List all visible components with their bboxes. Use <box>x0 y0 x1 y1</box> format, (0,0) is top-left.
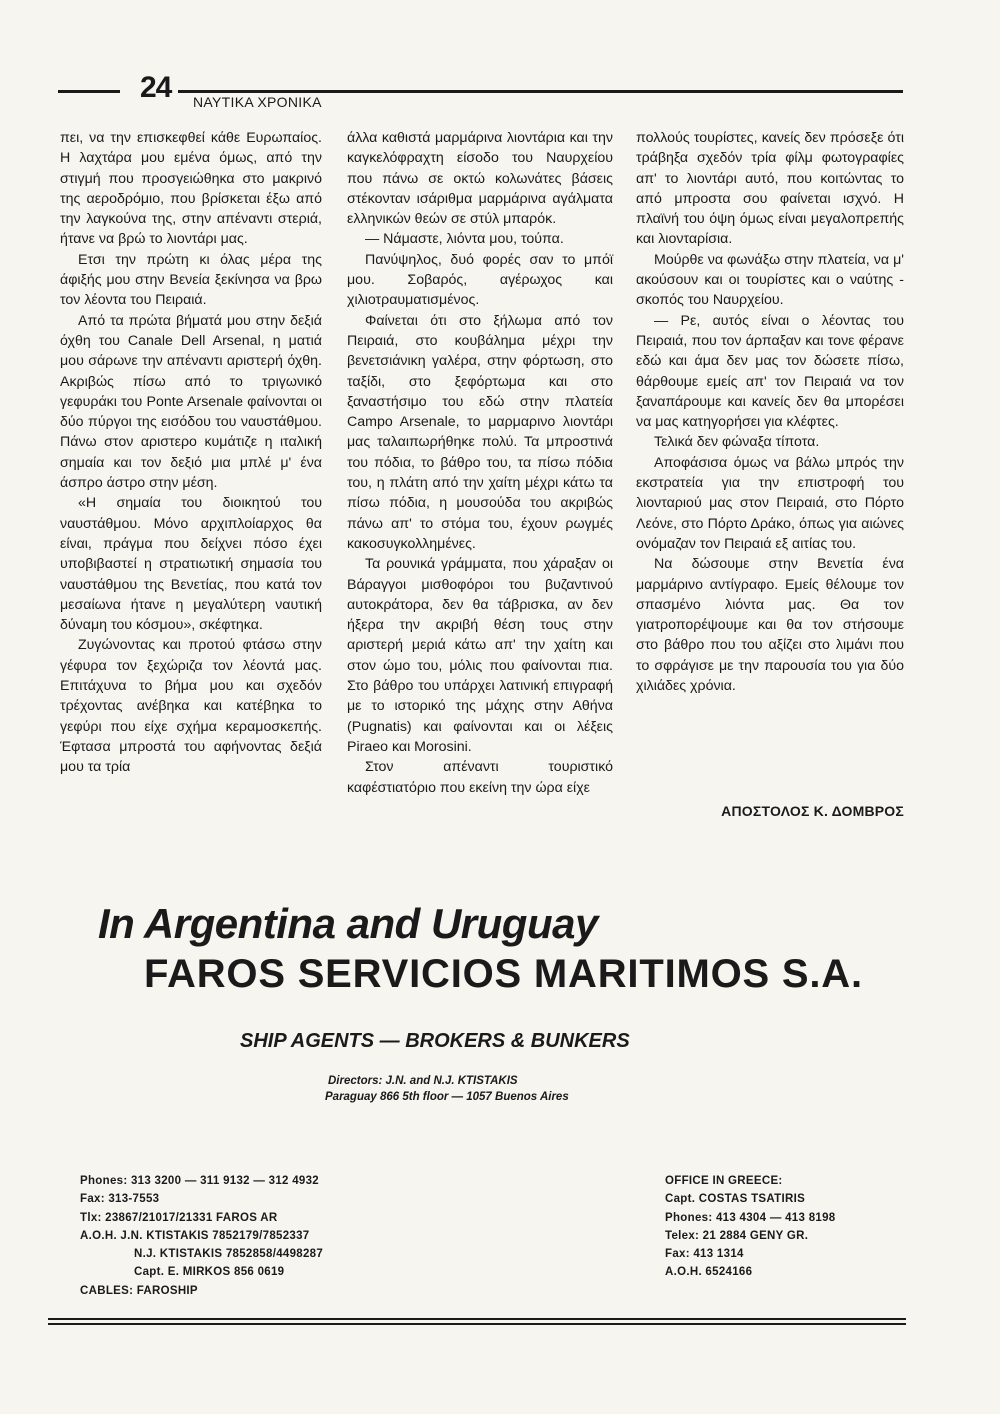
captain-line: Capt. COSTAS TSATIRIS <box>665 1193 806 1206</box>
paragraph: — Ρε, αυτός είναι ο λέοντας του Πειραιά, που τον άρπαξαν και τονε φέρανε εδώ και άμα δεν μας τον δώσετε πίσω, θάρθουμε εμείς απ' τον Πειραιά να τον ξαναπάρουμε και κανείς δεν θα μπορέσει να μας κατηγορήσει για κλέφτες. <box>636 312 904 431</box>
article-column-1 <box>60 128 322 778</box>
paragraph: Ζυγώνοντας και προτού φτάσω στην γέφυρα τον ξεχώριζα τον λέοντά μας. Επιτάχυνα το βήμα μου και σχεδόν τρέχοντας ανέβηκα και κατέβηκα το γεφύρι που είχε σχήμα κεραμοσκεπής. Έφτασα μπροστά του αφήνοντας δεξιά μου τα τρία <box>60 637 322 776</box>
article-column-2 <box>347 128 613 798</box>
paragraph: Μούρθε να φωνάξω στην πλατεία, να μ' ακούσουν και οι τουρίστες και ο ναύτης - σκοπός του Ναυρχείου. <box>636 251 904 309</box>
fax-line: Fax: 413 1314 <box>665 1248 744 1261</box>
paragraph: άλλα καθιστά μαρμάρινα λιοντάρια και την καγκελόφραχτη είσοδο του Ναυρχείου που πάνω σε οκτώ κολωνάτες βάσεις στέκονταν ισάριθμα μαρμάρινα αγάλματα ελληνικών θεών σε στύλ μπαρόκ. <box>347 130 613 228</box>
telex-line: Telex: 21 2884 GENY GR. <box>665 1229 809 1242</box>
paragraph: Πανύψηλος, δυό φορές σαν το μπόϊ μου. Σοβαρός, αγέρωχος και χιλιοτραυματισμένος. <box>347 251 613 309</box>
paragraph: Ετσι την πρώτη κι όλας μέρα της άφιξής μου στην Βενεία ξεκίνησα να βρω τον λέοντα του Πειραιά. <box>60 251 322 309</box>
author-signature: ΑΠΟΣΤΟΛΟΣ Κ. ΔΟΜΒΡΟΣ <box>721 803 904 819</box>
paragraph: Φαίνεται ότι στο ξήλωμα από τον Πειραιά, στο κουβάλημα μέχρι την βενετσιάνικη γαλέρα, στην φόρτωση, στο ταξίδι, στο ξεφόρτωμα και στο ξαναστήσιμο του εδώ στην πλατεία Campo Arsenale, το μαρμαρινο λιοντάρι μας ταλαιπωρήθηκε πολύ. Τα μπροστινά του πόδια, το βάθρο του, τα πίσω πόδια του, η πλάτη από την χαίτη μέχρι κάτω τα πίσω πόδια, η μουσούδα του ακριβώς πάνω απ' το στόμα του, έχουν ρωγμές κακοσυγκολλημένες. <box>347 312 613 552</box>
aoh-line: A.O.H. 6524166 <box>665 1266 753 1279</box>
phones-line: Phones: 413 4304 — 413 8198 <box>665 1211 836 1224</box>
publication-title: ΝΑΥΤΙΚΑ ΧΡΟΝΙΚΑ <box>193 94 322 110</box>
fax-line: Fax: 313-7553 <box>80 1193 160 1206</box>
bottom-rule <box>48 1323 906 1325</box>
cables-line: CABLES: FAROSHIP <box>80 1284 198 1297</box>
paragraph: Να δώσουμε στην Βενετία ένα μαρμάρινο αντίγραφο. Εμείς θέλουμε τον σπασμένο λιόντα μας. Θα τον γιατροπορέψουμε και θα τον στήσουμε στο βάθρο που του αξίζει στο λιμάνι που το σφράγισε με την παρουσία του για δύο χιλιάδες χρόνια. <box>636 556 904 695</box>
paragraph: πει, να την επισκεφθεί κάθε Ευρωπαίος. Η λαχτάρα μου εμένα όμως, από την στιγμή που προσγειώθηκα στο μακρινό της αεροδρόμιο, που βρίσκεται έξω από την λαγκούνα της, στην απέναντι στεριά, ήτανε να βρώ το λιοντάρι μας. <box>60 130 322 248</box>
paragraph: Τελικά δεν φώναξα τίποτα. <box>654 434 820 451</box>
ad-headline: In Argentina and Uruguay <box>98 900 598 947</box>
header-rule <box>58 90 120 93</box>
paragraph: — Νάμαστε, λιόντα μου, τούπα. <box>365 231 564 248</box>
aoh-line: A.O.H. J.N. KTISTAKIS 7852179/7852337 <box>80 1229 310 1242</box>
header-rule <box>178 90 903 93</box>
phones-line: Phones: 313 3200 — 311 9132 — 312 4932 <box>80 1175 320 1187</box>
paragraph: «Η σημαία του διοικητού του ναυστάθμου. Μόνο αρχιπλοίαρχος θα είναι, πράγμα που δείχνει πόσο έχει υποβιβαστεί η στρατιωτική σημασία του ναυστάθμου της Βενετίας, που κατά τον μεσαίωνα ήτανε η μεγαλύτερη ναυτική δύναμη του κόσμου», σκέφτηκα. <box>60 495 322 634</box>
ad-contacts-greece <box>665 1172 835 1282</box>
paragraph: Από τα πρώτα βήματά μου στην δεξιά όχθη του Canale Dell Arsenal, η ματιά μου σάρωνε την απέναντι αριστερή όχθη. Ακριβώς πίσω από το τριγωνικό γεφυράκι του Ponte Arsenale φαίνονται οι δύο πύργοι της εισόδου του ναυστάθμου. Πάνω στον αριστερο κυμάτιζε η ιταλική σημαία και τον δεξιό μια μπλέ μ' ένα άσπρο άστρο στην μέση. <box>60 312 322 492</box>
ad-contacts-argentina <box>80 1172 323 1300</box>
paragraph: πολλούς τουρίστες, κανείς δεν πρόσεξε ότι τράβηξα σχεδόν τρία φίλμ φωτογραφίες απ' το λιοντάρι αυτό, που κοιτώντας το από μπροστα σου φαίνεται ισχνό. Η πλαϊνή του όψη όμως είναι μεγαλοπρεπής και λιονταρίσια. <box>636 130 904 248</box>
bottom-rule <box>48 1318 906 1320</box>
paragraph: Στον απέναντι τουριστικό καφέστιατόριο που εκείνη την ώρα είχε <box>347 759 613 796</box>
article-column-3 <box>636 128 904 696</box>
ad-company-name: FAROS SERVICIOS MARITIMOS S.A. <box>144 952 863 996</box>
telex-line: Tlx: 23867/21017/21331 FAROS AR <box>80 1211 278 1224</box>
ad-tagline: SHIP AGENTS — BROKERS & BUNKERS <box>240 1030 630 1052</box>
page-number: 24 <box>140 71 172 104</box>
ad-directors: Directors: J.N. and N.J. KTISTAKIS <box>328 1075 518 1087</box>
ad-address: Paraguay 866 5th floor — 1057 Buenos Aires <box>325 1091 569 1103</box>
paragraph: Τα ρουνικά γράμματα, που χάραξαν οι Βάραγγοι μισθοφόροι του βυζαντινού αυτοκράτορα, δεν θα τάβρισκα, αν δεν ήξερα την ακριβή θέση τους στην αριστερή μεριά κάτω απ' την χαίτη και στον ώμο του, μόλις που φαίνονται πια. Στο βάθρο του υπάρχει λατινική επιγραφή με το ιστορικό της μάχης στην Αθήνα (Pugnatis) και φαίνονται και οι λέξεις Piraeo και Morosini. <box>347 556 613 755</box>
page-header <box>58 71 903 110</box>
paragraph: Αποφάσισα όμως να βάλω μπρός την εκστρατεία για την επιστροφή του λιονταριού μας στον Πειραιά, στο Πόρτο Λεόνε, στο Πόρτο Δράκο, όπως για αιώνες ονόμαζαν τον Πειραιά εξ αιτίας του. <box>636 454 904 552</box>
aoh-line: N.J. KTISTAKIS 7852858/4498287 <box>134 1248 324 1261</box>
office-line: OFFICE IN GREECE: <box>665 1175 783 1187</box>
aoh-line: Capt. E. MIRKOS 856 0619 <box>134 1266 285 1279</box>
